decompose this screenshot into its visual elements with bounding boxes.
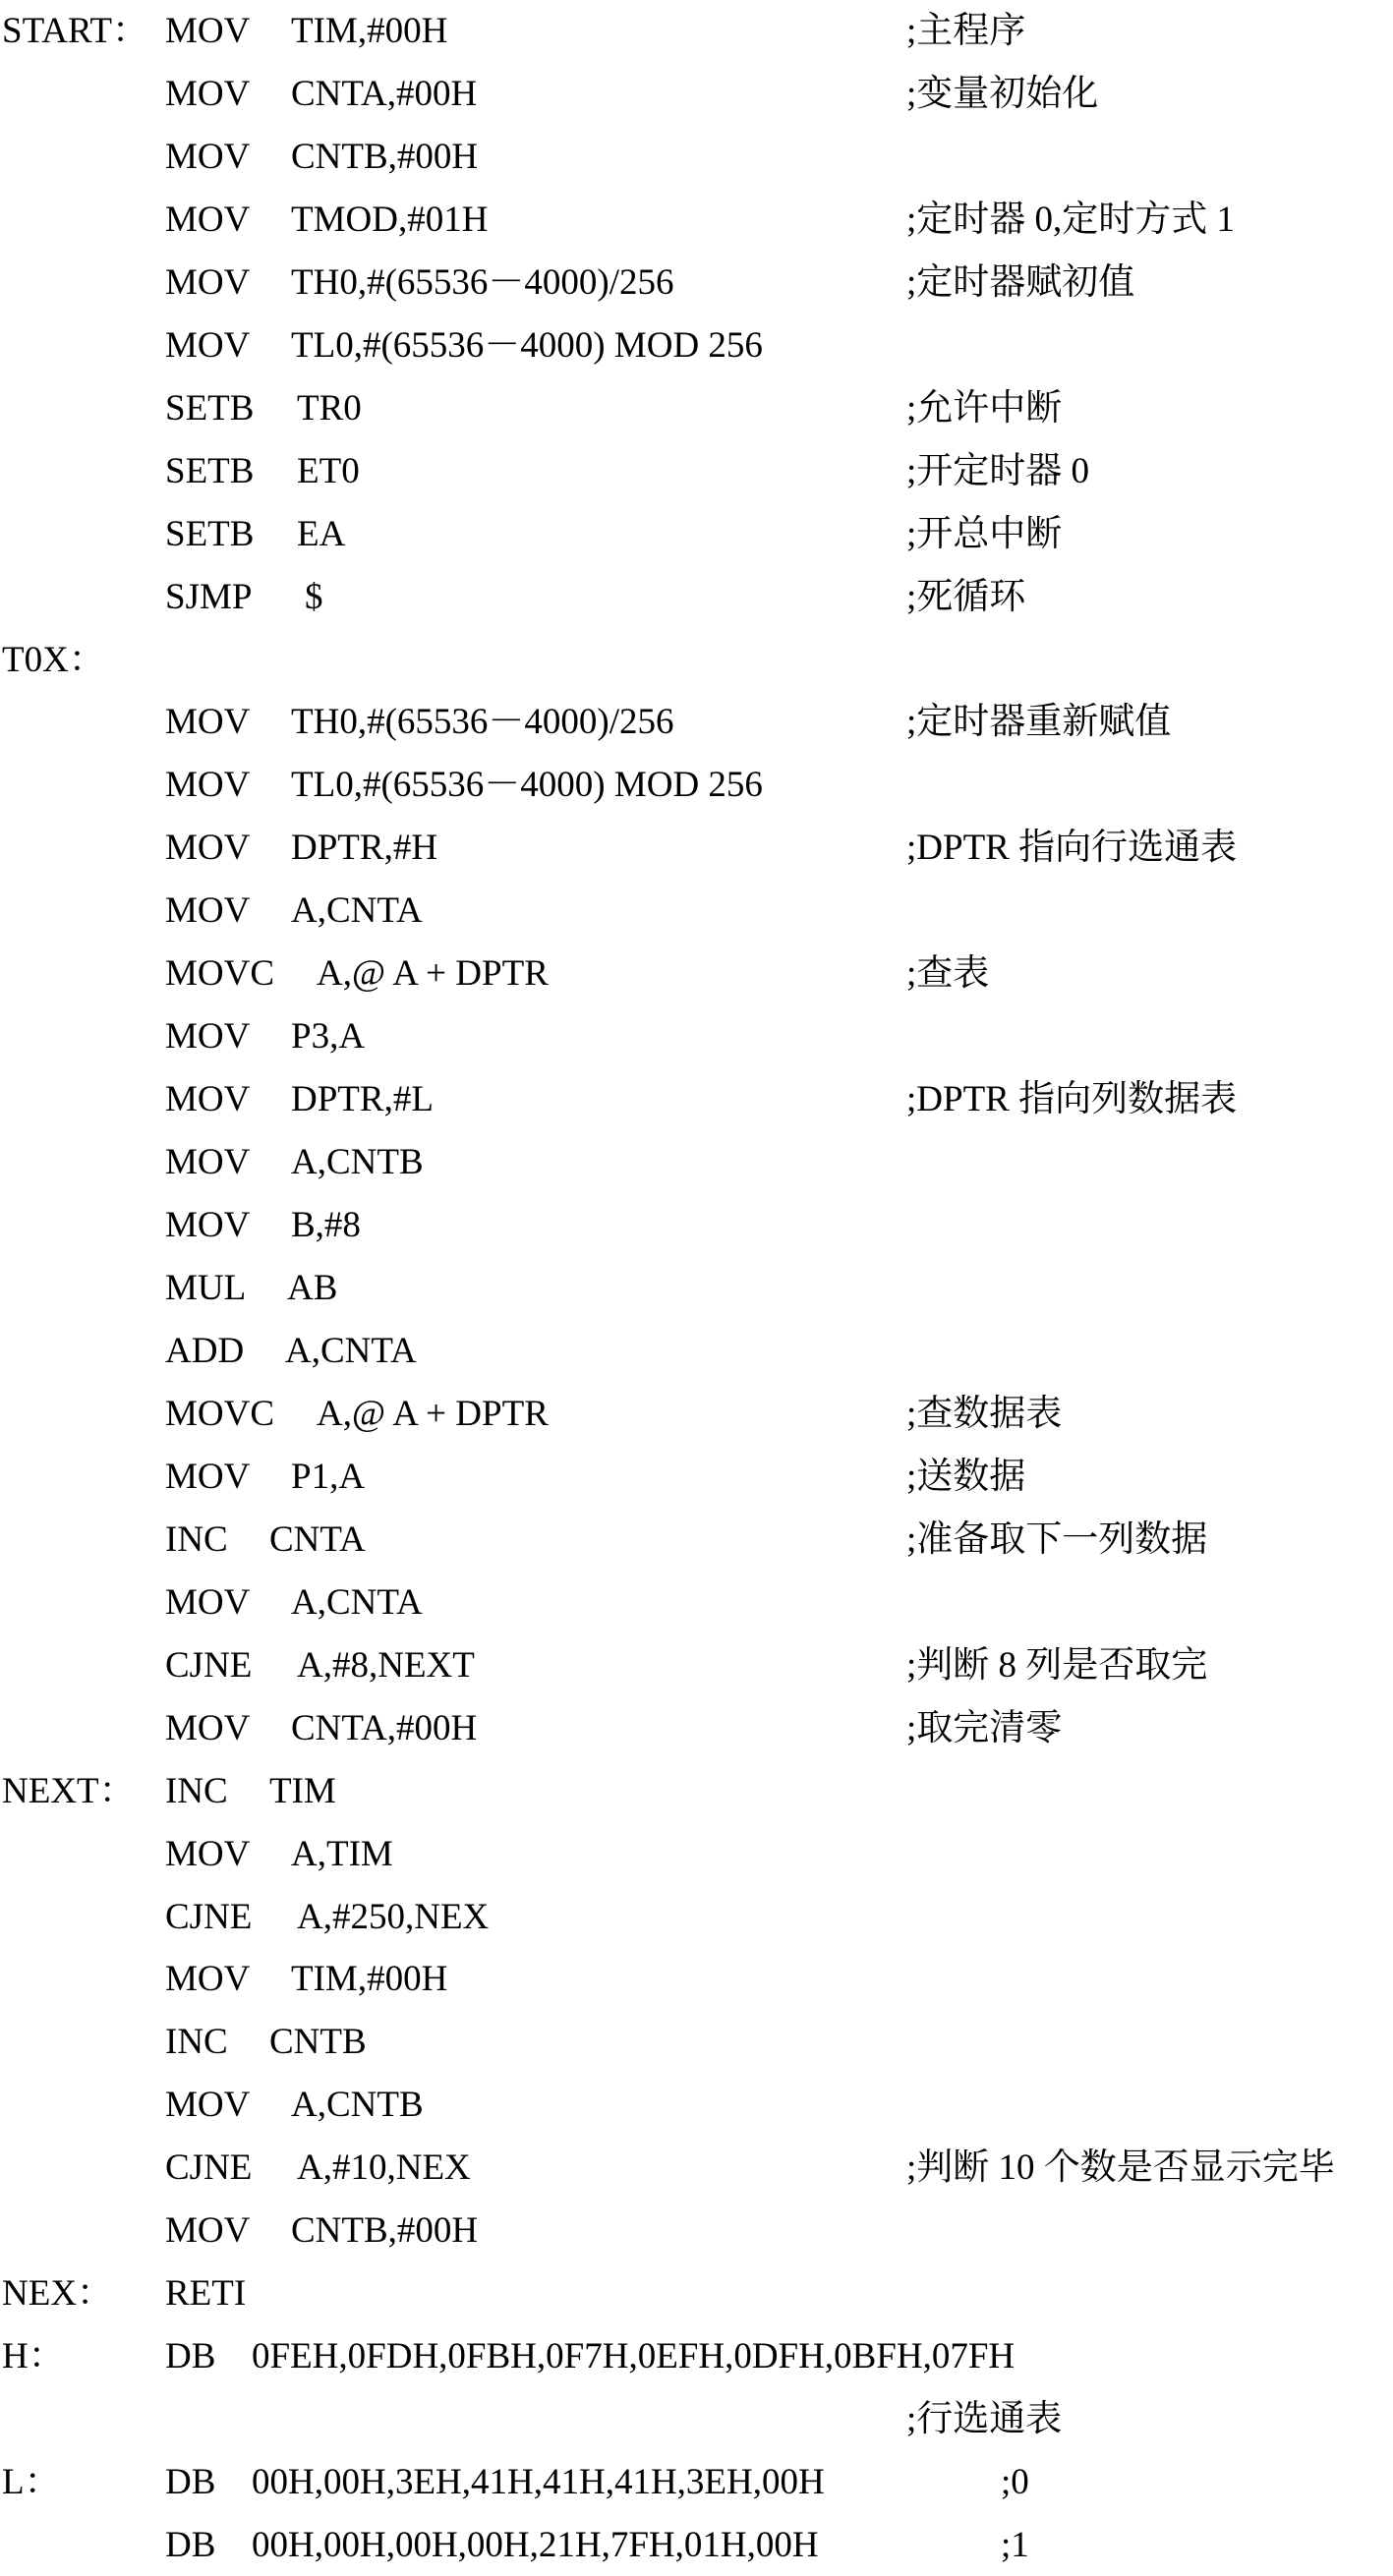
code-opcode: MOVC [165, 953, 275, 995]
code-operands: P3,A [291, 1016, 366, 1058]
code-comment: ;死循环 [906, 576, 1026, 617]
code-opcode: MOV [165, 890, 251, 932]
code-opcode: MOVC [165, 1393, 275, 1434]
code-opcode: MOV [165, 1833, 251, 1874]
code-opcode: MOV [165, 199, 251, 240]
code-operands: DPTR,#L [291, 1079, 434, 1120]
code-opcode: SETB [165, 450, 255, 491]
code-opcode: DB [165, 2462, 216, 2503]
code-operands: TL0,#(65536－4000) MOD 256 [291, 324, 763, 366]
code-comment: ;送数据 [906, 1456, 1026, 1497]
code-line [0, 1005, 1393, 1067]
code-line [0, 1131, 1393, 1193]
code-operands: TIM,#00H [291, 11, 448, 51]
code-line [0, 817, 1393, 879]
code-line [0, 440, 1393, 502]
code-opcode: INC [165, 2022, 228, 2063]
code-operands: TL0,#(65536－4000) MOD 256 [291, 765, 763, 806]
code-operands: TH0,#(65536－4000)/256 [291, 261, 674, 303]
code-operands: CNTB,#00H [291, 136, 479, 177]
code-operands: EA [297, 513, 346, 554]
code-label: NEX： [2, 2273, 114, 2315]
code-comment: ;定时器赋初值 [906, 261, 1135, 303]
code-line [0, 315, 1393, 376]
code-opcode: MOV [165, 702, 251, 743]
code-opcode: MOV [165, 1079, 251, 1120]
code-opcode: MOV [165, 1456, 251, 1497]
code-line [0, 2011, 1393, 2073]
code-opcode: MOV [165, 11, 251, 51]
code-operands: 00H,00H,00H,00H,21H,7FH,01H,00H [252, 2525, 819, 2565]
code-comment: ;查表 [906, 953, 990, 995]
code-operands: AB [287, 1268, 338, 1308]
code-label: START： [2, 11, 148, 51]
code-operands: A,#250,NEX [297, 1896, 490, 1937]
code-operands: B,#8 [291, 1205, 361, 1246]
code-line [0, 2262, 1393, 2324]
code-comment: ;定时器 0,定时方式 1 [906, 199, 1236, 240]
code-line [0, 1948, 1393, 2010]
code-operands: TMOD,#01H [291, 199, 489, 240]
code-comment: ;判断 10 个数是否显示完毕 [906, 2147, 1335, 2189]
code-comment: ;判断 8 列是否取完 [906, 1644, 1208, 1686]
code-line [0, 1760, 1393, 1822]
code-operands: TH0,#(65536－4000)/256 [291, 702, 674, 743]
code-comment: ;开定时器 0 [906, 450, 1090, 491]
code-opcode: MOV [165, 828, 251, 869]
code-operands: TIM,#00H [291, 1959, 448, 2000]
code-line [0, 754, 1393, 816]
code-operands: 00H,00H,3EH,41H,41H,41H,3EH,00H [252, 2462, 825, 2503]
code-line [0, 1886, 1393, 1948]
code-line [0, 629, 1393, 691]
code-opcode: MOV [165, 1581, 251, 1623]
code-operands: CNTA,#00H [291, 1707, 478, 1748]
code-line [0, 1383, 1393, 1445]
code-operands: DPTR,#H [291, 828, 438, 869]
code-opcode: MOV [165, 1205, 251, 1246]
code-label: NEXT： [2, 1770, 136, 1811]
code-opcode: MOV [165, 73, 251, 114]
code-opcode: MOV [165, 1707, 251, 1748]
code-line [0, 1446, 1393, 1508]
code-operands: A,#10,NEX [297, 2147, 471, 2189]
code-operands: TIM [269, 1770, 336, 1811]
code-line [0, 252, 1393, 314]
code-comment: ;变量初始化 [906, 73, 1099, 114]
code-comment: ;行选通表 [906, 2399, 1063, 2440]
code-line [0, 2074, 1393, 2136]
code-opcode: INC [165, 1770, 228, 1811]
code-opcode: MOV [165, 1142, 251, 1183]
code-line [0, 63, 1393, 125]
code-comment: ;主程序 [906, 11, 1026, 51]
code-comment: ;允许中断 [906, 387, 1063, 429]
code-operands: CNTB [269, 2022, 367, 2063]
code-comment: ;查数据表 [906, 1393, 1063, 1434]
code-opcode: SJMP [165, 576, 253, 617]
code-comment: ;定时器重新赋值 [906, 702, 1172, 743]
code-line [0, 2200, 1393, 2261]
code-line [0, 2451, 1393, 2513]
code-label: H： [2, 2336, 65, 2377]
code-line [0, 1572, 1393, 1633]
code-line [0, 189, 1393, 251]
code-line [0, 1509, 1393, 1571]
code-opcode: ADD [165, 1330, 245, 1371]
code-opcode: MOV [165, 2210, 251, 2252]
code-line [0, 1068, 1393, 1130]
code-operands: $ [305, 576, 323, 617]
code-operands: A,CNTB [291, 1142, 424, 1183]
code-line [0, 2514, 1393, 2576]
code-operands: CNTA,#00H [291, 73, 478, 114]
code-line [0, 2137, 1393, 2199]
code-line [0, 566, 1393, 628]
code-opcode: MUL [165, 1268, 247, 1308]
code-opcode: MOV [165, 136, 251, 177]
code-operands: ET0 [297, 450, 360, 491]
code-operands: A,CNTA [291, 890, 423, 932]
code-comment: ;DPTR 指向列数据表 [906, 1079, 1238, 1120]
code-operands: A,CNTA [291, 1581, 423, 1623]
code-operands: A,CNTA [285, 1330, 417, 1371]
code-line [0, 503, 1393, 565]
code-opcode: MOV [165, 261, 251, 303]
code-opcode: SETB [165, 387, 255, 429]
code-label: T0X： [2, 639, 105, 680]
code-opcode: SETB [165, 513, 255, 554]
code-operands: P1,A [291, 1456, 366, 1497]
code-opcode: DB [165, 2336, 216, 2377]
code-line [0, 377, 1393, 439]
code-comment: ;DPTR 指向行选通表 [906, 828, 1238, 869]
code-line [0, 0, 1393, 62]
code-operands: A,TIM [291, 1833, 393, 1874]
code-line [0, 1194, 1393, 1256]
code-comment: ;0 [1001, 2462, 1029, 2503]
code-opcode: CJNE [165, 1644, 253, 1686]
code-operands: TR0 [297, 387, 362, 429]
code-opcode: DB [165, 2525, 216, 2565]
code-line [0, 943, 1393, 1004]
code-opcode: CJNE [165, 2147, 253, 2189]
code-operands: A,#8,NEXT [297, 1644, 475, 1686]
code-operands: A,@ A + DPTR [317, 953, 549, 995]
code-line [0, 1697, 1393, 1759]
code-comment: ;准备取下一列数据 [906, 1518, 1208, 1560]
code-opcode: MOV [165, 765, 251, 806]
code-opcode: CJNE [165, 1896, 253, 1937]
code-line [0, 1320, 1393, 1382]
code-line [0, 1634, 1393, 1696]
code-comment: ;取完清零 [906, 1707, 1063, 1748]
code-line [0, 880, 1393, 942]
code-line [0, 1257, 1393, 1319]
code-label: L： [2, 2462, 61, 2503]
code-operands: 0FEH,0FDH,0FBH,0F7H,0EFH,0DFH,0BFH,07FH [252, 2336, 1016, 2377]
code-operands: A,@ A + DPTR [317, 1393, 549, 1434]
code-operands: A,CNTB [291, 2085, 424, 2126]
code-opcode: MOV [165, 1016, 251, 1058]
code-opcode: MOV [165, 324, 251, 366]
code-line [0, 691, 1393, 753]
code-operands: CNTB,#00H [291, 2210, 479, 2252]
code-opcode: INC [165, 1518, 228, 1560]
code-comment: ;开总中断 [906, 513, 1063, 554]
code-comment: ;1 [1001, 2525, 1029, 2565]
code-opcode: RETI [165, 2273, 247, 2315]
code-line [0, 126, 1393, 188]
code-line [0, 2388, 1393, 2450]
code-opcode: MOV [165, 2085, 251, 2126]
code-operands: CNTA [269, 1518, 366, 1560]
code-line [0, 2325, 1393, 2387]
code-opcode: MOV [165, 1959, 251, 2000]
code-line [0, 1823, 1393, 1885]
